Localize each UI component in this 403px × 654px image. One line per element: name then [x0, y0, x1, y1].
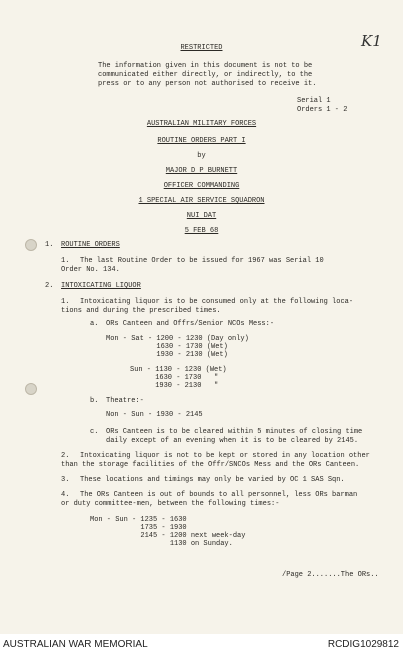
item-label: c. — [90, 428, 99, 436]
schedule-line: 1930 - 2130 (Wet) — [106, 351, 228, 359]
item-text: daily except of an evening when it is to be cleared by 2145. — [106, 437, 359, 445]
notice-line: The information given in this document is not to be — [98, 62, 313, 70]
paragraph-number: 1. — [61, 257, 70, 265]
orders-title: ROUTINE ORDERS PART I — [157, 137, 246, 145]
item-text: Theatre:- — [106, 397, 144, 405]
schedule-line: 1930 - 2130 " — [130, 382, 219, 390]
schedule-line: 1630 - 1730 (Wet) — [106, 343, 228, 351]
paragraph-line: than the storage facilities of the Offr/SNCOs Mess and the ORs Canteen. — [61, 461, 360, 469]
paragraph-number: 2. — [61, 452, 70, 460]
officer-name: MAJOR D P BURNETT — [165, 167, 238, 175]
section-title: INTOXICATING LIQUOR — [61, 282, 141, 290]
paragraph-number: 1. — [61, 298, 70, 306]
item-text: ORs Canteen is to be cleared within 5 minutes of closing time — [106, 428, 363, 436]
schedule-line: Non - Sun - 1930 - 2145 — [106, 411, 203, 419]
org-heading: AUSTRALIAN MILITARY FORCES — [146, 120, 257, 128]
item-label: a. — [90, 320, 99, 328]
schedule-line: 2145 - 1200 next week-day — [90, 532, 246, 540]
archive-name: AUSTRALIAN WAR MEMORIAL — [3, 639, 148, 650]
paragraph-number: 4. — [61, 491, 70, 499]
paragraph-number: 3. — [61, 476, 70, 484]
archive-id: RCDIG1029812 — [327, 639, 399, 650]
unit-name: 1 SPECIAL AIR SERVICE SQUADRON — [138, 197, 265, 205]
archive-footer — [0, 634, 403, 654]
item-text: ORs Canteen and Offrs/Senior NCOs Mess:- — [106, 320, 275, 328]
section-number: 2. — [45, 282, 54, 290]
schedule-line: 1630 - 1730 " — [130, 374, 219, 382]
section-number: 1. — [45, 241, 54, 249]
schedule-line: 1130 on Sunday. — [90, 540, 233, 548]
paragraph-line: or duty committee-men, between the following times:- — [61, 500, 280, 508]
paragraph-line: The last Routine Order to be issued for 1967 was Serial 10 — [80, 257, 324, 265]
punch-hole — [25, 383, 37, 395]
location: NUI DAT — [186, 212, 217, 220]
section-title: ROUTINE ORDERS — [61, 241, 120, 249]
classification-heading: RESTRICTED — [180, 44, 223, 52]
continuation-note: /Page 2.......The ORs.. — [282, 571, 379, 579]
orders-range: Orders 1 - 2 — [297, 106, 348, 114]
schedule-line: Mon - Sun - 1235 - 1630 — [90, 516, 187, 524]
paragraph-line: tions and during the prescribed times. — [61, 307, 221, 315]
schedule-line: 1735 - 1930 — [90, 524, 187, 532]
officer-role: OFFICER COMMANDING — [163, 182, 240, 190]
serial-number: Serial 1 — [297, 97, 331, 105]
item-label: b. — [90, 397, 99, 405]
punch-hole — [25, 239, 37, 251]
paragraph-line: Intoxicating liquor is not to be kept or stored in any location other — [80, 452, 370, 460]
schedule-line: Sun - 1130 - 1230 (Wet) — [130, 366, 227, 374]
notice-line: communicated either directly, or indirectly, to the — [98, 71, 313, 79]
notice-line: press or to any person not authorised to receive it. — [98, 80, 317, 88]
paragraph-line: Intoxicating liquor is to be consumed only at the following loca- — [80, 298, 354, 306]
by-line: by — [197, 152, 206, 160]
paragraph-line: The ORs Canteen is out of bounds to all personnel, less ORs barman — [80, 491, 358, 499]
order-date: 5 FEB 68 — [184, 227, 219, 235]
schedule-line: Mon - Sat - 1200 - 1230 (Day only) — [106, 335, 249, 343]
paragraph-line: Order No. 134. — [61, 266, 120, 274]
paragraph-line: These locations and timings may only be varied by OC 1 SAS Sqn. — [80, 476, 345, 484]
handwritten-mark: K1 — [361, 32, 382, 50]
